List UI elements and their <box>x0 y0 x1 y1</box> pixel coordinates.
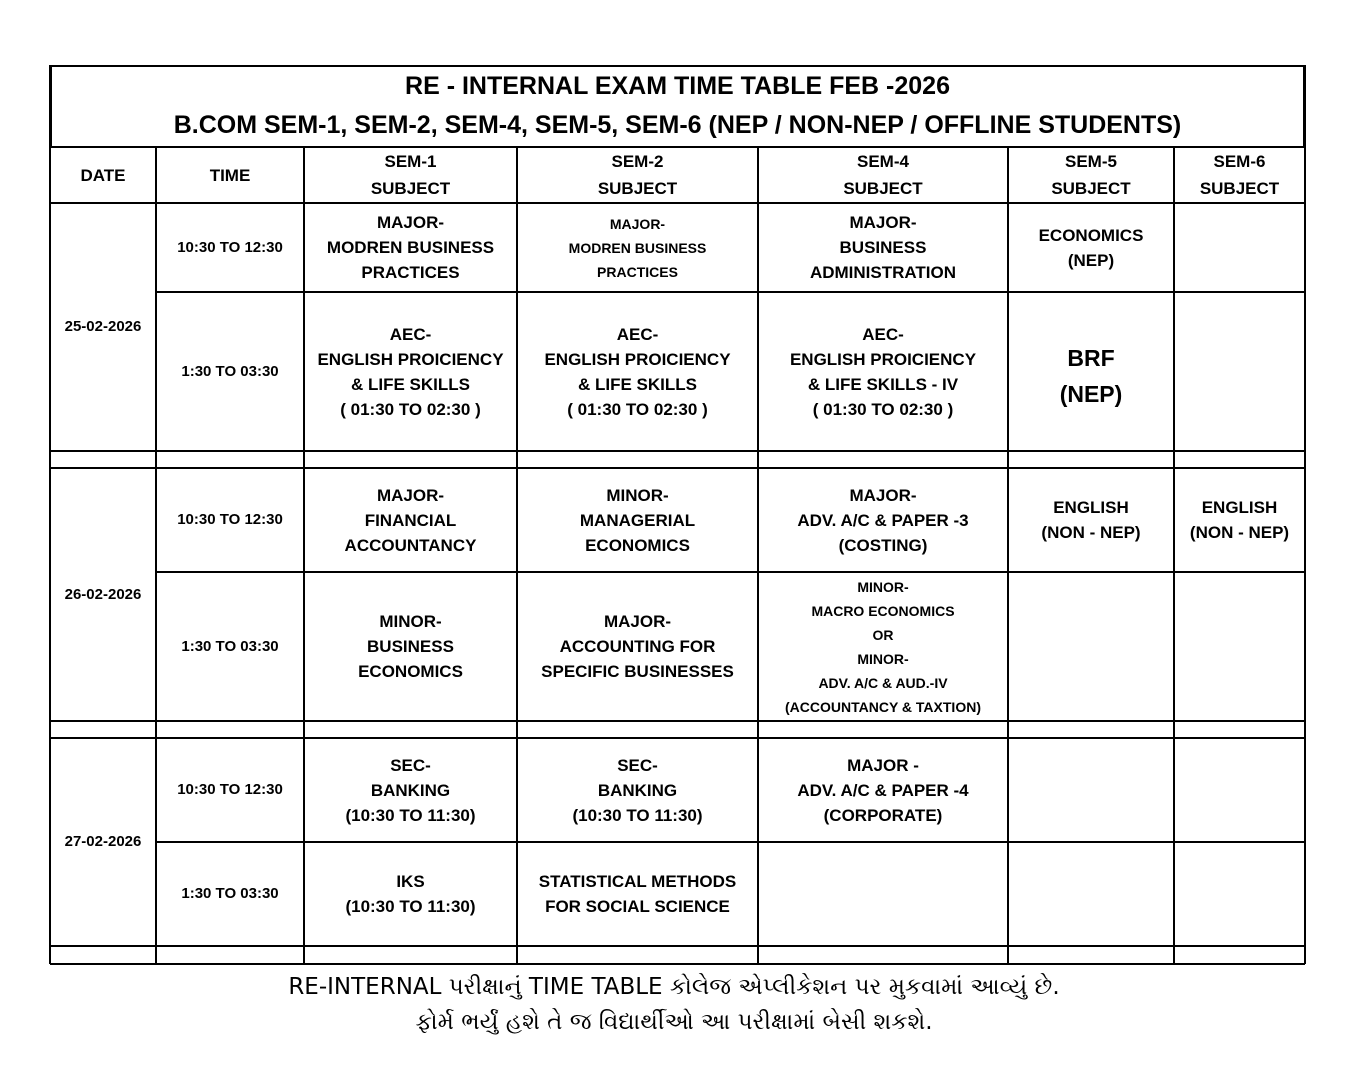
subject-cell <box>1174 203 1305 292</box>
subject-cell <box>1008 292 1174 455</box>
subject-cell-line: (NEP) <box>1059 380 1123 407</box>
subject-cell-line: MAJOR- <box>849 213 917 232</box>
date-cell: 27-02-2026 <box>64 833 142 850</box>
subject-cell <box>758 468 1008 572</box>
grid-line <box>50 202 1305 205</box>
subject-cell-text <box>544 322 730 422</box>
subject-cell <box>758 203 1008 292</box>
subject-cell-line: PRACTICES <box>597 263 678 280</box>
header-subject: SUBJECT <box>597 179 678 198</box>
header-sem-2 <box>517 147 758 203</box>
subject-cell-line: ENGLISH PROICIENCY <box>544 349 731 369</box>
subject-cell-line: SEC- <box>390 755 431 775</box>
subject-cell <box>1008 468 1174 572</box>
date-cell: 25-02-2026 <box>64 318 142 335</box>
footer-note-2: ફોર્મ ભર્યું હશે તે જ વિદ્યાર્થીઓ આ પરીક્ષામાં બેસી શકશે. <box>415 1009 933 1035</box>
subject-cell <box>1008 572 1174 721</box>
subject-cell-line: MAJOR- <box>849 485 917 505</box>
subject-cell <box>304 203 517 292</box>
subject-cell-line: (NON - NEP) <box>1189 523 1290 542</box>
subject-cell-line: ECONOMICS <box>1038 225 1144 245</box>
subject-cell-line: MINOR- <box>857 650 909 667</box>
title-line-2: B.COM SEM-1, SEM-2, SEM-4, SEM-5, SEM-6 (NEP / NON-NEP / OFFLINE STUDENTS) <box>173 111 1182 139</box>
grid-line <box>156 841 1305 844</box>
time-cell: 10:30 TO 12:30 <box>177 238 283 256</box>
subject-cell-line: ECONOMICS <box>358 662 463 681</box>
subject-cell-line: AEC- <box>862 324 904 344</box>
subject-cell-line: ( 01:30 TO 02:30 ) <box>812 399 954 419</box>
title-line-1: RE - INTERNAL EXAM TIME TABLE FEB -2026 <box>405 72 950 100</box>
subject-cell-line: ADV. A/C & AUD.-IV <box>818 674 948 691</box>
subject-cell-line: MANAGERIAL <box>579 510 696 530</box>
subject-cell-line: BRF <box>1067 344 1115 371</box>
time-cell: 10:30 TO 12:30 <box>177 781 283 798</box>
subject-cell-line: ( 01:30 TO 02:30 ) <box>567 399 708 419</box>
subject-cell-line: ADV. A/C & PAPER -3 <box>797 510 969 530</box>
subject-cell-text <box>1060 340 1123 412</box>
subject-cell-text <box>572 753 702 828</box>
subject-cell-line: PRACTICES <box>361 263 460 282</box>
subject-cell-line: ENGLISH <box>1053 498 1129 517</box>
grid-line <box>516 147 519 964</box>
header-subject: SUBJECT <box>370 179 451 198</box>
subject-cell-line: BUSINESS <box>839 238 927 257</box>
header-sem: SEM-6 <box>1213 152 1266 171</box>
subject-cell <box>517 203 758 292</box>
subject-cell <box>758 572 1008 721</box>
subject-cell-text <box>785 575 981 719</box>
subject-cell-text <box>358 609 463 684</box>
subject-cell-line: MINOR- <box>606 485 669 505</box>
timetable-grid <box>50 65 1305 964</box>
subject-cell-line: FOR SOCIAL SCIENCE <box>545 897 730 916</box>
subject-cell-line: BUSINESS <box>367 637 454 656</box>
subject-cell-line: (CORPORATE) <box>823 805 943 825</box>
subject-cell-line: MAJOR - <box>847 755 919 775</box>
subject-cell <box>1174 468 1305 572</box>
subject-cell-text <box>541 609 734 684</box>
subject-cell-line: MINOR- <box>857 578 909 595</box>
header-text <box>598 148 677 202</box>
grid-line <box>1007 147 1010 964</box>
header-text <box>843 148 922 202</box>
subject-cell <box>304 842 517 946</box>
header-date: DATE <box>80 165 126 185</box>
subject-cell-line: ECONOMICS <box>585 535 690 555</box>
subject-cell-line: SPECIFIC BUSINESSES <box>541 662 734 681</box>
subject-cell <box>758 292 1008 451</box>
subject-cell <box>1174 572 1305 721</box>
subject-cell-text <box>327 210 494 285</box>
subject-cell <box>758 842 1008 946</box>
subject-cell <box>758 738 1008 842</box>
subject-cell-line: (10:30 TO 11:30) <box>345 805 476 825</box>
grid-line <box>156 571 1305 574</box>
subject-cell-text <box>797 753 968 828</box>
header-subject: SUBJECT <box>1051 179 1131 198</box>
header-subject: SUBJECT <box>1199 179 1280 198</box>
subject-cell-line: ( 01:30 TO 02:30 ) <box>340 399 481 419</box>
header-sem: SEM-1 <box>384 152 437 171</box>
subject-cell-line: FINANCIAL <box>364 510 457 530</box>
subject-cell <box>1174 292 1305 451</box>
subject-cell-line: ACCOUNTING FOR <box>559 637 716 656</box>
grid-line <box>49 65 52 946</box>
subject-cell-line: & LIFE SKILLS <box>578 374 697 394</box>
subject-cell-line: MAJOR- <box>609 215 666 232</box>
grid-line <box>50 467 1305 470</box>
subject-cell-line: AEC- <box>616 324 659 344</box>
subject-cell-line: BANKING <box>597 780 678 800</box>
header-text <box>1051 148 1130 202</box>
header-sem-1 <box>304 147 517 203</box>
subject-cell-text <box>580 483 695 558</box>
subject-cell-line: BANKING <box>370 780 451 800</box>
subject-cell-text <box>345 869 475 919</box>
time-cell: 1:30 TO 03:30 <box>181 885 279 902</box>
grid-line <box>155 147 158 964</box>
subject-cell-text <box>1190 495 1289 545</box>
subject-cell <box>304 292 517 451</box>
subject-cell-line: STATISTICAL METHODS <box>538 872 737 891</box>
header-sem: SEM-4 <box>857 152 909 171</box>
header-text <box>371 148 450 202</box>
subject-cell-line: MODREN BUSINESS <box>326 238 495 257</box>
grid-line <box>49 946 51 964</box>
subject-cell-line: SEC- <box>617 755 658 775</box>
subject-cell <box>304 468 517 572</box>
grid-line <box>1173 147 1176 964</box>
header-sem: SEM-2 <box>611 152 664 171</box>
subject-cell-line: (COSTING) <box>838 535 928 555</box>
header-text <box>1200 148 1279 202</box>
subject-cell-line: (10:30 TO 11:30) <box>345 897 476 916</box>
grid-line <box>1304 946 1306 964</box>
subject-cell-line: (10:30 TO 11:30) <box>572 805 703 825</box>
time-cell: 1:30 TO 03:30 <box>181 637 279 655</box>
subject-cell-text <box>345 753 475 828</box>
grid-line <box>50 737 1305 740</box>
subject-cell <box>1008 842 1174 946</box>
subject-cell-line: ACCOUNTANCY <box>344 535 477 555</box>
subject-cell <box>517 292 758 451</box>
subject-cell-line: ADMINISTRATION <box>809 263 957 282</box>
subject-cell <box>517 738 758 842</box>
subject-cell-line: MODREN BUSINESS <box>568 239 707 256</box>
subject-cell-line: (ACCOUNTANCY & TAXTION) <box>785 698 981 715</box>
subject-cell-line: MAJOR- <box>376 485 445 505</box>
subject-cell-line: ENGLISH PROICIENCY <box>789 349 977 369</box>
subject-cell-text <box>810 210 956 285</box>
grid-line <box>50 720 1305 723</box>
subject-cell-line: OR <box>872 626 894 643</box>
header-time: TIME <box>209 165 251 185</box>
time-cell: 10:30 TO 12:30 <box>177 511 283 528</box>
subject-cell-line: MINOR- <box>379 612 442 631</box>
date-cell: 26-02-2026 <box>64 585 142 603</box>
subject-cell-text <box>317 322 503 422</box>
subject-cell-line: MACRO ECONOMICS <box>811 602 955 619</box>
grid-line <box>50 945 1305 948</box>
header-sem-5 <box>1008 147 1174 203</box>
subject-cell-line: (NEP) <box>1067 250 1115 270</box>
grid-line <box>50 963 1305 965</box>
subject-cell <box>517 572 758 721</box>
grid-line <box>303 147 306 964</box>
subject-cell-text <box>797 483 968 558</box>
grid-line <box>757 147 759 964</box>
subject-cell <box>517 468 758 572</box>
subject-cell <box>304 572 517 721</box>
subject-cell-text <box>569 212 707 284</box>
subject-cell-line: ENGLISH <box>1201 498 1278 517</box>
subject-cell-text <box>1041 495 1140 545</box>
subject-cell <box>1008 738 1174 842</box>
subject-cell-text <box>790 322 976 422</box>
subject-cell-line: MAJOR- <box>603 612 672 631</box>
subject-cell-line: IKS <box>396 872 425 891</box>
subject-cell-line: MAJOR- <box>376 213 445 232</box>
subject-cell-line: ADV. A/C & PAPER -4 <box>797 780 969 800</box>
header-sem-6 <box>1174 147 1305 203</box>
subject-cell-text <box>539 869 736 919</box>
footer-note-1: RE-INTERNAL પરીક્ષાનું TIME TABLE કોલેજ એપ્લીકેશન પર મુકવામાં આવ્યું છે. <box>288 974 1060 1000</box>
grid-line <box>156 291 1305 294</box>
subject-cell <box>517 842 758 946</box>
subject-cell <box>1174 842 1305 946</box>
subject-cell-line: ENGLISH PROICIENCY <box>317 349 504 369</box>
header-sem: SEM-5 <box>1065 152 1117 171</box>
subject-cell-line: & LIFE SKILLS - IV <box>807 374 959 394</box>
timetable-sheet <box>50 65 1305 964</box>
subject-cell <box>1174 738 1305 842</box>
header-sem-4 <box>758 147 1008 203</box>
subject-cell-line: AEC- <box>389 324 432 344</box>
subject-cell-line: (NON - NEP) <box>1041 523 1141 542</box>
header-subject: SUBJECT <box>843 179 923 198</box>
subject-cell-text <box>345 483 477 558</box>
grid-line <box>1304 65 1307 946</box>
time-cell: 1:30 TO 03:30 <box>181 362 279 380</box>
subject-cell-text <box>1039 223 1144 273</box>
subject-cell <box>1008 203 1174 292</box>
grid-line <box>50 450 1305 453</box>
subject-cell-line: & LIFE SKILLS <box>351 374 470 394</box>
subject-cell <box>304 738 517 842</box>
